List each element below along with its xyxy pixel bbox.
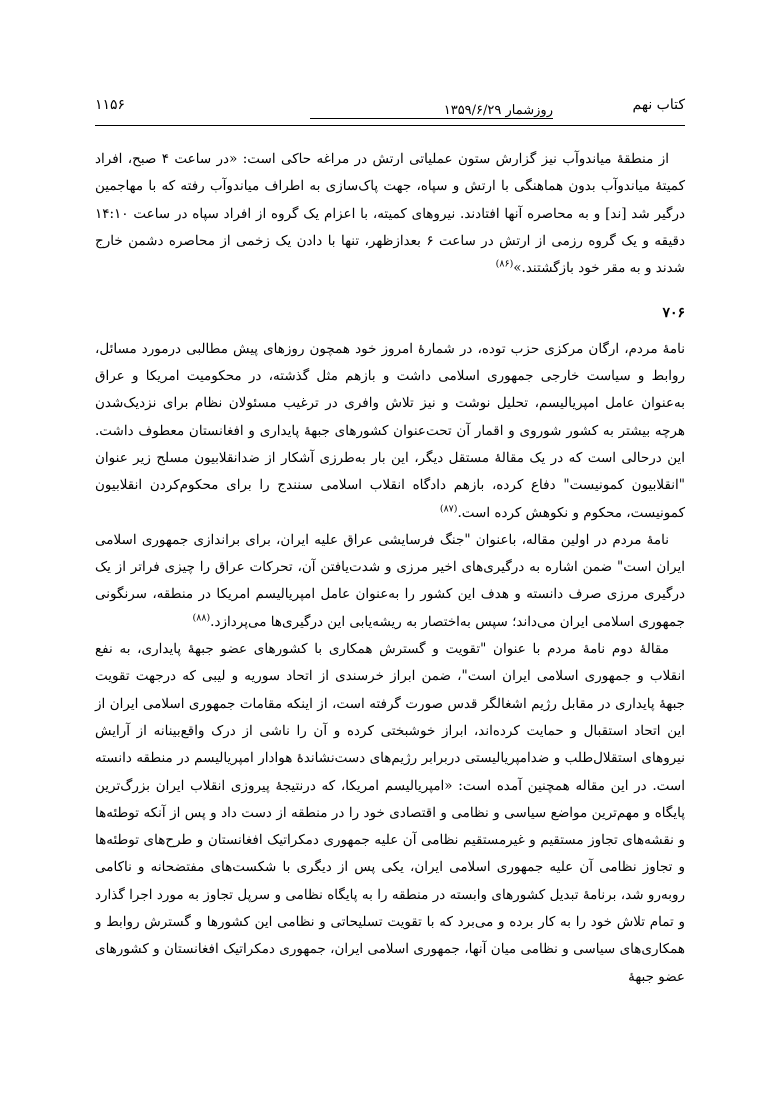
footnote-ref-88: (۸۸) (192, 612, 211, 624)
paragraph-1-text: از منطقهٔ میاندوآب نیز گزارش ستون عملیاتی ارتش در مراغه حاکی است: «در ساعت ۴ صبح، افراد کمیتهٔ میاندوآب بدون هماهنگی با ارتش و سپاه، جهت پاک‌سازی به اطراف میاندوآب رفته که با مهاجمین درگیر شد [ند] و به محاصره آنها افتادند. نیروهای کمیته، با اعزام یک گروه از افراد سپاه در ساعت ۱۴:۱۰ دقیقه و یک گروه رزمی از ارتش در ساعت ۶ بعدازظهر، تنها با دادن یک زخمی از محاصره دشمن خارج شدند و به مقر خود بازگشتند.» (95, 151, 685, 277)
paragraph-2-text: نامهٔ مردم، ارگان مرکزی حزب توده، در شمارهٔ امروز خود همچون روزهای پیش مطالبی درمورد مسائل، روابط و سیاست خارجی جمهوری اسلامی داشت و بازهم مثل گذشته، در محکومیت امریکا و عراق به‌عنوان عامل امپریالیسم، تحلیل نوشت و نیز تلاش وافری در ترغیب مسئولان نظام برای نزدیک‌شدن هرچه بیشتر به کشور شوروی و اقمار آن تحت‌عنوان کشورهای جبههٔ پایداری و افغانستان معطوف داشت. این درحالی است که در یک مقالهٔ مستقل دیگر، این بار به‌طرزی آشکار از ضدانقلابیون مسلح زیر عنوان "انقلابیون کمونیست" دفاع کرده، بازهم دادگاه انقلاب اسلامی سنندج را برای محکوم‌کردن انقلابیون کمونیست، محکوم و نکوهش کرده است. (95, 340, 685, 521)
page-number: ۱۱۵۶ (95, 97, 126, 113)
date-label: روزشمار ۱۳۵۹/۶/۲۹ (440, 103, 553, 118)
header-rule (95, 125, 685, 126)
paragraph-3-text: نامهٔ مردم در اولین مقاله، باعنوان "جنگ فرسایشی عراق علیه ایران، برای براندازی جمهوری اسلامی ایران است" ضمن اشاره به درگیری‌های اخیر مرزی و شدت‌یافتن آن، تحرکات عراق را چیزی فراتر از یک درگیری مرزی صرف دانسته و هدف این کشور را به‌عنوان عامل امپریالیسم امریکا در منطقه، سرنگونی جمهوری اسلامی ایران می‌داند؛ سپس به‌اختصار به ریشه‌یابی این درگیری‌ها می‌پردازد. (95, 531, 685, 630)
section-number: ۷۰۶ (662, 305, 685, 322)
paragraph-3 (95, 527, 685, 636)
paragraph-4 (95, 636, 685, 991)
footnote-ref-86: (۸۶) (495, 258, 514, 270)
paragraph-1 (95, 146, 685, 282)
paragraph-4-text: مقالهٔ دوم نامهٔ مردم با عنوان "تقویت و گسترش همکاری با کشورهای عضو جبههٔ پایداری، به نفع انقلاب و جمهوری اسلامی ایران است"، ضمن ابراز خرسندی از اتحاد سوریه و لیبی که درجهت تقویت جبههٔ پایداری در مقابل رژیم اشغالگر قدس صورت گرفته است، از اینکه مقامات جمهوری اسلامی ایران از این اتحاد استقبال و حمایت کرده‌اند، ابراز خوشبختی کرده و آن را ناشی از درک واقع‌بینانه از آرایش نیروهای استقلال‌طلب و ضدامپریالیستی دربرابر رژیم‌های دست‌نشاندهٔ هوادار امپریالیسم در منطقه دانسته است. در این مقاله همچنین آمده است: «امپریالیسم امریکا، که درنتیجهٔ پیروزی انقلاب ایران بزرگ‌ترین پایگاه و مهم‌ترین مواضع سیاسی و نظامی و اقتصادی خود را در منطقه از دست داد و پس از آنکه توطئه‌ها و نقشه‌های تجاوز مستقیم و غیرمستقیم نظامی آن علیه جمهوری دمکراتیک افغانستان و طرح‌های توطئه‌ها و تجاوز نظامی آن علیه جمهوری اسلامی ایران، یکی پس از دیگری با شکست‌های مفتضحانه و ناکامی روبه‌رو شد، برنامهٔ تبدیل کشورهای وابسته در منطقه را به پایگاه نظامی و سرپل تجاوز به مورد اجرا گذارد و تمام تلاش خود را به کار برده و می‌برد که با تقویت تسلیحاتی و نظامی این کشورها و گسترش روابط و همکاری‌های سیاسی و نظامی میان آنها، جمهوری اسلامی ایران، جمهوری دمکراتیک افغانستان و کشورهای عضو جبههٔ (95, 641, 685, 985)
footnote-ref-87: (۸۷) (439, 503, 458, 515)
paragraph-2 (95, 336, 685, 527)
page-header (95, 97, 685, 123)
body-text (95, 146, 685, 991)
book-label: کتاب نهم (632, 97, 685, 113)
running-title (310, 103, 553, 121)
